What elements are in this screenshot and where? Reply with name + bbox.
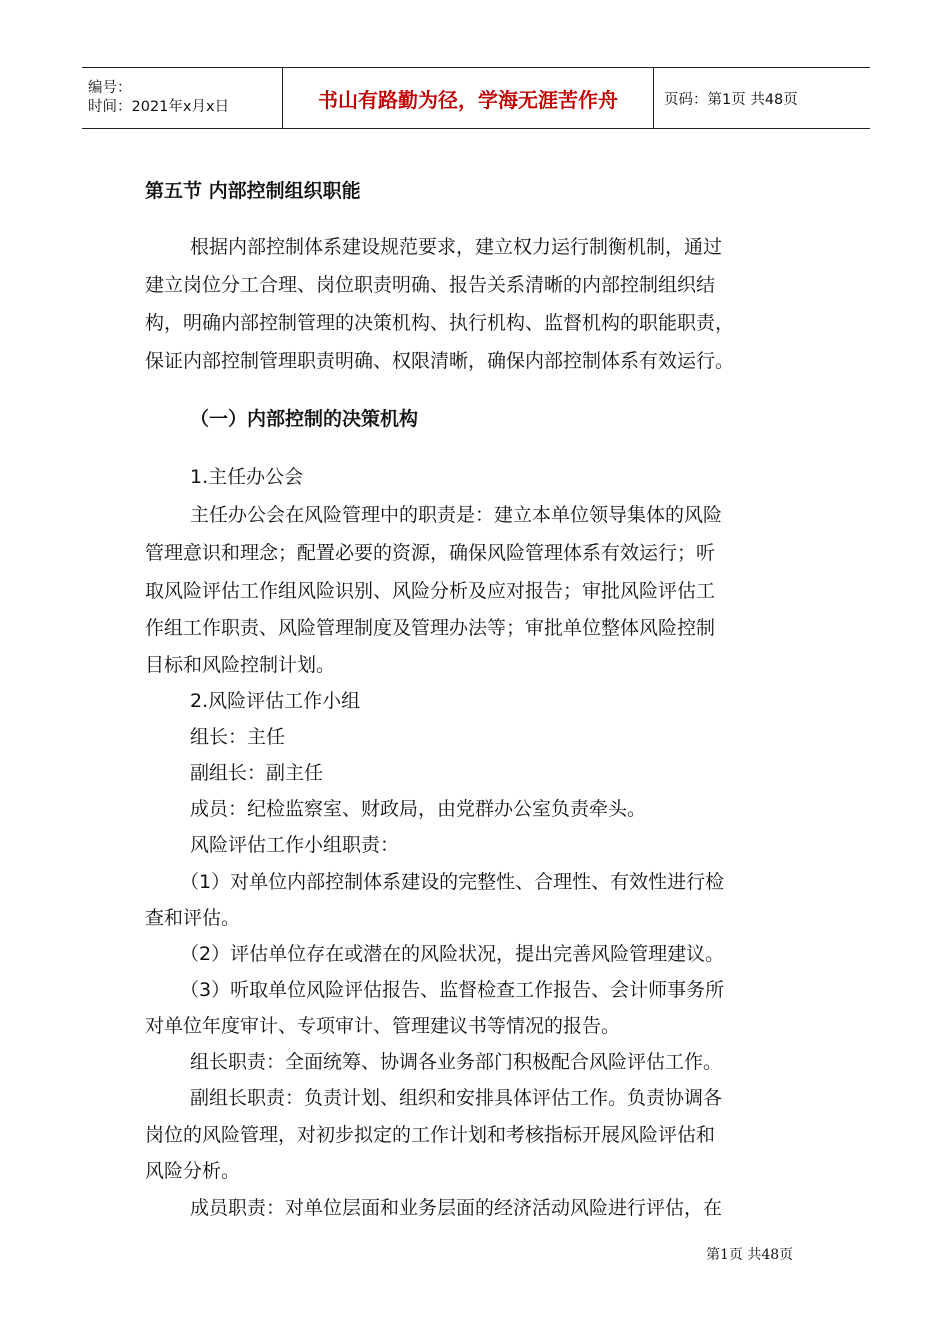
item1-body-line: 取风险评估工作组风险识别、风险分析及应对报告；审批风险评估工 (145, 580, 716, 602)
item2-heading: 2.风险评估工作小组 (190, 690, 361, 712)
intro-line: 保证内部控制管理职责明确、权限清晰，确保内部控制体系有效运行。 (145, 350, 735, 372)
motto-text: 书山有路勤为径，学海无涯苦作舟 (318, 87, 618, 112)
duties-title: 风险评估工作小组职责： (190, 834, 400, 856)
item1-body-line: 主任办公会在风险管理中的职责是：建立本单位领导集体的风险 (190, 504, 723, 526)
item1-body-line: 作组工作职责、风险管理制度及管理办法等；审批单位整体风险控制 (145, 617, 716, 639)
item1-heading: 1.主任办公会 (190, 466, 304, 488)
members-line: 成员：纪检监察室、财政局，由党群办公室负责牵头。 (190, 798, 647, 820)
leader-line: 组长：主任 (190, 726, 286, 748)
section-title: 第五节 内部控制组织职能 (145, 180, 361, 202)
header-page-info (654, 68, 798, 128)
item1-body-line: 管理意识和理念；配置必要的资源，确保风险管理体系有效运行；听 (145, 542, 716, 564)
intro-line: 根据内部控制体系建设规范要求，建立权力运行制衡机制，通过 (190, 236, 723, 258)
deputy-duty-line: 风险分析。 (145, 1160, 241, 1182)
intro-line: 构，明确内部控制管理的决策机构、执行机构、监督机构的职能职责， (145, 312, 735, 334)
intro-line: 建立岗位分工合理、岗位职责明确、报告关系清晰的内部控制组织结 (145, 274, 716, 296)
document-number: 编号： (88, 80, 132, 96)
page-header (82, 67, 870, 129)
member-duty-line: 成员职责：对单位层面和业务层面的经济活动风险进行评估，在 (190, 1197, 723, 1219)
item1-body-line: 目标和风险控制计划。 (145, 654, 336, 676)
duty-line: 对单位年度审计、专项审计、管理建议书等情况的报告。 (145, 1015, 621, 1037)
leader-duty-line: 组长职责：全面统筹、协调各业务部门积极配合风险评估工作。 (190, 1051, 723, 1073)
duty-line: （1）对单位内部控制体系建设的完整性、合理性、有效性进行检 (180, 871, 725, 893)
document-date: 时间：2021年x月x日 (88, 99, 230, 115)
header-motto (282, 68, 654, 128)
subsection-title: （一）内部控制的决策机构 (190, 408, 419, 430)
page-footer: 第1页 共48页 (706, 1247, 794, 1263)
deputy-duty-line: 副组长职责：负责计划、组织和安排具体评估工作。负责协调各 (190, 1087, 723, 1109)
duty-line: （3）听取单位风险评估报告、监督检查工作报告、会计师事务所 (180, 979, 725, 1001)
header-meta (82, 68, 282, 128)
deputy-line: 副组长：副主任 (190, 762, 324, 784)
duty-line: 查和评估。 (145, 907, 241, 929)
page-info-text: 页码：第1页 共48页 (664, 91, 798, 108)
duty-line: （2）评估单位存在或潜在的风险状况，提出完善风险管理建议。 (180, 943, 725, 965)
deputy-duty-line: 岗位的风险管理，对初步拟定的工作计划和考核指标开展风险评估和 (145, 1124, 716, 1146)
